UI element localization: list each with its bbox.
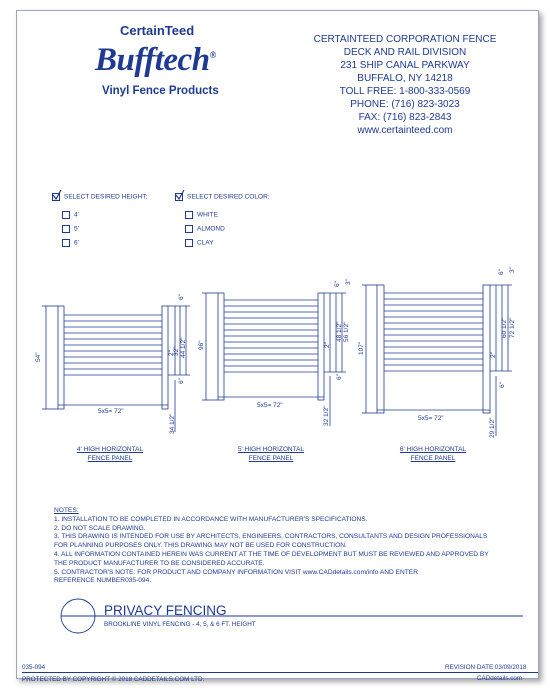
right-post — [162, 306, 168, 409]
color-selector-label: SELECT DESIRED COLOR: — [175, 193, 270, 201]
caddetails-link[interactable]: CADdetails.com — [477, 675, 523, 682]
notes-heading: NOTES: — [54, 507, 79, 514]
panel-title-6ft: 6' HIGH HORIZONTAL FENCE PANEL — [399, 446, 467, 462]
company-line: TOLL FREE: 1-800-333-0569 — [339, 86, 471, 97]
dim-right-4ft: 32" — [173, 346, 180, 356]
dim-right-4ft: 44 1/2" — [180, 337, 187, 358]
color-option-almond[interactable]: ALMOND — [185, 225, 225, 233]
note-line: 2. DO NOT SCALE DRAWING. — [54, 524, 146, 532]
drawing-title: PRIVACY FENCING — [104, 603, 227, 618]
company-line: DECK AND RAIL DIVISION — [343, 47, 467, 58]
note-line: REFERENCE NUMBER035-094. — [54, 577, 152, 585]
drawing-reference: 035-094 — [22, 664, 46, 671]
company-line: FAX: (716) 823-2843 — [358, 112, 452, 123]
dim-width-5ft: 5x5= 72" — [257, 402, 283, 409]
company-line: PHONE: (716) 823-3023 — [350, 99, 460, 110]
note-line: THE PRODUCT MANUFACTURER TO BE CONSIDERED ACCURATE. — [54, 559, 265, 567]
right-post — [483, 285, 490, 413]
height-option-4ft[interactable]: 4' — [62, 211, 79, 219]
dim-bottom-4ft: 34 1/2" — [169, 413, 176, 434]
dim-right-6ft: 6" — [499, 382, 506, 388]
dim-right-4ft: 2" — [168, 350, 175, 356]
dim-right-6ft: 3" — [509, 267, 516, 273]
dim-right-4ft: 6" — [178, 294, 185, 300]
dim-right-6ft: 6" — [498, 269, 505, 275]
color-option-white[interactable]: WHITE — [185, 211, 218, 219]
company-line: 231 SHIP CANAL PARKWAY — [340, 60, 470, 71]
dim-right-4ft: 6" — [178, 378, 185, 384]
fence-panel-6ft — [362, 285, 512, 436]
panel-title-5ft: 5' HIGH HORIZONTAL FENCE PANEL — [237, 446, 305, 462]
dim-overall-6ft: 107" — [358, 341, 365, 355]
note-line: FOR PLANNING PURPOSES ONLY. THIS DRAWING MAY NOT BE USED FOR CONSTRUCTION. — [54, 542, 347, 550]
dim-width-6ft: 5x5= 72" — [418, 415, 444, 422]
copyright-text: PROTECTED BY COPYRIGHT © 2018 CADDETAILS.COM LTD. — [22, 676, 205, 683]
company-website-link[interactable]: www.certainteed.com — [357, 125, 453, 136]
dim-overall-4ft: 54" — [35, 352, 42, 362]
dim-right-5ft: 2" — [324, 342, 331, 348]
height-option-5ft[interactable]: 5' — [62, 225, 79, 233]
dim-overall-5ft: 96" — [198, 340, 205, 350]
height-selector-label: SELECT DESIRED HEIGHT: — [52, 193, 147, 201]
brand-subtitle: Vinyl Fence Products — [102, 85, 219, 97]
left-post — [377, 285, 384, 413]
dim-bottom-5ft: 32 1/2" — [323, 405, 330, 426]
note-line: 4. ALL INFORMATION CONTAINED HEREIN WAS CURRENT AT THE TIME OF DEVELOPMENT BUT MUST BE REVIEWED AND APPROVED BY — [54, 550, 489, 558]
note-line: 5. CONTRACTOR'S NOTE: FOR PRODUCT AND COMPANY INFORMATION VISIT www.CADdetails.com/info AND ENTER — [54, 568, 418, 576]
brand-certainteed: CertainTeed — [120, 23, 195, 38]
color-option-clay[interactable]: CLAY — [185, 239, 214, 247]
footer-divider — [22, 672, 538, 673]
brand-bufftech-logo: Bufftech® — [95, 42, 216, 78]
company-line: BUFFALO, NY 14218 — [357, 73, 453, 84]
panel-title-4ft: 4' HIGH HORIZONTAL FENCE PANEL — [76, 446, 144, 462]
dim-right-5ft: 6" — [334, 281, 341, 287]
dim-right-5ft: 48 1/2" — [336, 321, 343, 342]
company-line: CERTAINTEED CORPORATION FENCE — [313, 34, 497, 45]
revision-date: REVISION DATE 03/09/2018 — [445, 664, 527, 671]
dim-right-5ft: 3" — [345, 279, 352, 285]
dim-width-4ft: 5x5= 72" — [98, 408, 124, 415]
note-line: 1. INSTALLATION TO BE COMPLETED IN ACCORDANCE WITH MANUFACTURER'S SPECIFICATIONS. — [54, 515, 368, 523]
dim-right-5ft: 56 1/2" — [343, 321, 350, 342]
notes-block — [54, 507, 494, 586]
dim-bottom-6ft: 29 1/2" — [489, 417, 496, 438]
left-post — [58, 306, 64, 409]
dim-right-5ft: 6" — [336, 374, 343, 380]
dim-right-6ft: 60 1/2" — [501, 317, 508, 338]
left-post — [218, 293, 224, 400]
dim-right-6ft: 72 1/2" — [509, 317, 516, 338]
note-line: 3. THIS DRAWING IS INTENDED FOR USE BY ARCHITECTS, ENGINEERS, CONTRACTORS, CONSULTANTS AND DESIGN PROFESSIONALS — [54, 533, 488, 541]
dim-right-6ft: 2" — [490, 352, 497, 358]
drawing-subtitle: BROOKLINE VINYL FENCING - 4, 5, & 6 FT. HEIGHT — [104, 621, 256, 628]
height-option-6ft[interactable]: 6' — [62, 239, 79, 247]
